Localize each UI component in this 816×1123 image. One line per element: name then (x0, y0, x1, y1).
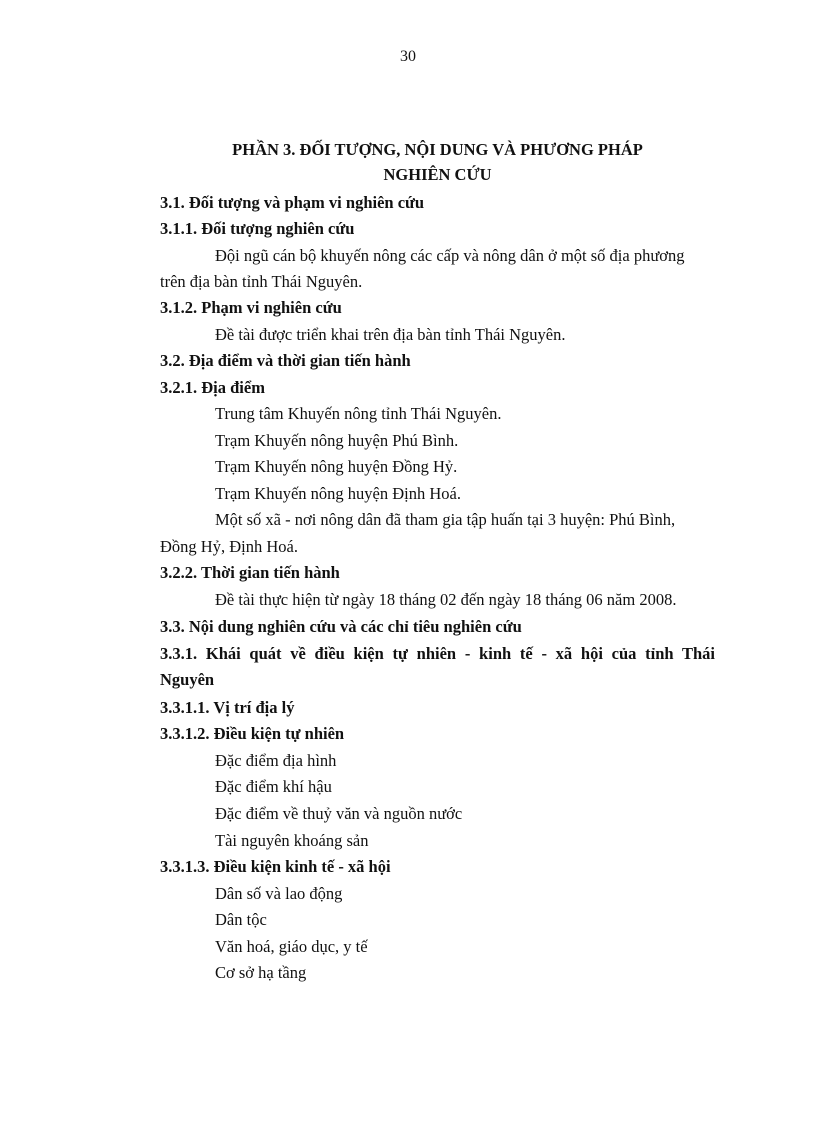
paragraph-3-1-2: Đề tài được triển khai trên địa bàn tỉnh Thái Nguyên. (215, 325, 566, 344)
location-extra-line-1: Một số xã - nơi nông dân đã tham gia tập huấn tại 3 huyện: Phú Bình, (215, 510, 676, 529)
location-item: Trạm Khuyến nông huyện Định Hoá. (215, 484, 461, 503)
socioeconomic-item: Cơ sở hạ tầng (215, 963, 307, 982)
heading-3-2-2: 3.2.2. Thời gian tiến hành (160, 563, 340, 582)
location-item: Trạm Khuyến nông huyện Đồng Hỷ. (215, 457, 458, 476)
heading-3-3-1-line-2: Nguyên (160, 670, 215, 689)
heading-3-3-1-2: 3.3.1.2. Điều kiện tự nhiên (160, 724, 345, 743)
page-number: 30 (400, 48, 416, 65)
natural-condition-item: Đặc điểm địa hình (215, 751, 337, 770)
heading-3-3-1-1: 3.3.1.1. Vị trí địa lý (160, 698, 295, 717)
heading-3-2-1: 3.2.1. Địa điểm (160, 378, 265, 397)
socioeconomic-item: Văn hoá, giáo dục, y tế (215, 937, 368, 956)
natural-condition-item: Đặc điểm khí hậu (215, 777, 332, 796)
chapter-title-line-2: NGHIÊN CỨU (383, 165, 492, 184)
natural-condition-item: Đặc điểm về thuỷ văn và nguồn nước (215, 804, 463, 823)
location-item: Trạm Khuyến nông huyện Phú Bình. (215, 431, 459, 450)
chapter-title-line-1: PHẦN 3. ĐỐI TƯỢNG, NỘI DUNG VÀ PHƯƠNG PHÁP (232, 140, 643, 159)
heading-3-3: 3.3. Nội dung nghiên cứu và các chỉ tiêu nghiên cứu (160, 617, 522, 636)
heading-3-1-1: 3.1.1. Đối tượng nghiên cứu (160, 219, 355, 238)
natural-condition-item: Tài nguyên khoáng sản (215, 831, 369, 850)
location-extra-line-2: Đồng Hỷ, Định Hoá. (160, 537, 298, 556)
paragraph-3-1-1-line-1: Đội ngũ cán bộ khuyến nông các cấp và nông dân ở một số địa phương (215, 246, 685, 265)
socioeconomic-item: Dân tộc (215, 910, 267, 929)
heading-3-2: 3.2. Địa điểm và thời gian tiến hành (160, 351, 411, 370)
heading-3-1-2: 3.1.2. Phạm vi nghiên cứu (160, 298, 342, 317)
socioeconomic-item: Dân số và lao động (215, 884, 343, 903)
heading-3-1: 3.1. Đối tượng và phạm vi nghiên cứu (160, 193, 425, 212)
paragraph-3-1-1-line-2: trên địa bàn tỉnh Thái Nguyên. (160, 272, 363, 291)
heading-3-3-1-3: 3.3.1.3. Điều kiện kinh tế - xã hội (160, 857, 391, 876)
paragraph-3-2-2: Đề tài thực hiện từ ngày 18 tháng 02 đến ngày 18 tháng 06 năm 2008. (215, 590, 677, 609)
location-item: Trung tâm Khuyến nông tỉnh Thái Nguyên. (215, 404, 502, 423)
heading-3-3-1-line-1: 3.3.1. Khái quát về điều kiện tự nhiên - kinh tế - xã hội của tỉnh Thái (160, 644, 715, 663)
